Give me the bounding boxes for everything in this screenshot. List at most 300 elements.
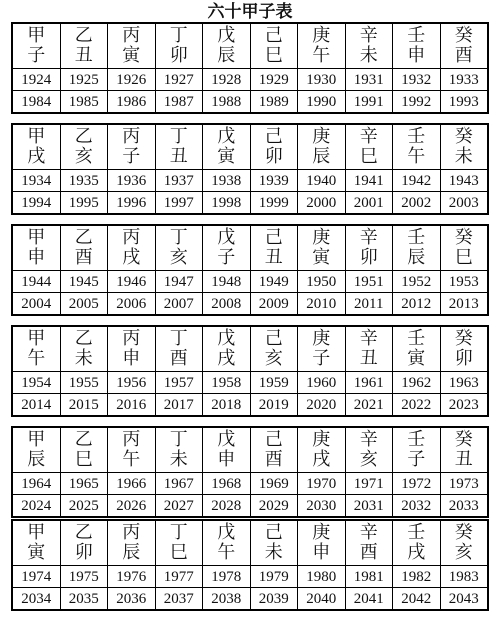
heavenly-stem: 壬 [407, 126, 426, 147]
ganzhi-row [13, 24, 487, 68]
heavenly-stem: 庚 [312, 328, 331, 349]
earthly-branch: 未 [264, 542, 283, 563]
heavenly-stem: 戊 [217, 429, 236, 450]
heavenly-stem: 甲 [27, 25, 46, 46]
year-cell: 1951 [345, 271, 393, 292]
heavenly-stem: 癸 [454, 328, 473, 349]
heavenly-stem: 戊 [217, 126, 236, 147]
ganzhi-cell [13, 24, 60, 68]
earthly-branch: 申 [27, 247, 46, 268]
heavenly-stem: 壬 [407, 429, 426, 450]
year-cell: 2006 [107, 293, 155, 314]
earthly-branch: 申 [312, 542, 331, 563]
year-cell: 1995 [60, 192, 108, 213]
earthly-branch: 丑 [74, 45, 93, 66]
year-cell: 1939 [250, 170, 298, 191]
year-cell: 1977 [155, 566, 203, 587]
ganzhi-cell [155, 24, 203, 68]
heavenly-stem: 庚 [312, 227, 331, 248]
earthly-branch: 戌 [122, 247, 141, 268]
ganzhi-cell [345, 226, 393, 270]
year-cell: 2003 [440, 192, 488, 213]
earthly-branch: 辰 [407, 247, 426, 268]
year-cell: 1989 [250, 91, 298, 112]
heavenly-stem: 丙 [122, 126, 141, 147]
year-cell: 2038 [202, 588, 250, 609]
year-cell: 2020 [297, 394, 345, 415]
ganzhi-row [13, 521, 487, 565]
year-cell: 1983 [440, 566, 488, 587]
year-cell: 2008 [202, 293, 250, 314]
earthly-branch: 午 [407, 146, 426, 167]
year-cell: 2017 [155, 394, 203, 415]
year-cell: 1931 [345, 69, 393, 90]
heavenly-stem: 丙 [122, 522, 141, 543]
ganzhi-cell [13, 327, 60, 371]
ganzhi-cell [202, 327, 250, 371]
year-cell: 2025 [60, 495, 108, 516]
year-cell: 1936 [107, 170, 155, 191]
year-cell: 2041 [345, 588, 393, 609]
year-cell: 1974 [21, 569, 52, 585]
heavenly-stem: 乙 [74, 522, 93, 543]
year-cell: 2021 [345, 394, 393, 415]
year-cell: 2032 [392, 495, 440, 516]
earthly-branch: 戌 [407, 542, 426, 563]
earthly-branch: 丑 [169, 146, 188, 167]
heavenly-stem: 丁 [169, 328, 188, 349]
year-cell: 1929 [250, 69, 298, 90]
year-cell: 1979 [250, 566, 298, 587]
heavenly-stem: 乙 [74, 25, 93, 46]
year-cell: 1950 [297, 271, 345, 292]
ganzhi-cell [107, 521, 155, 565]
year-cell: 1946 [107, 271, 155, 292]
year-cell: 1961 [345, 372, 393, 393]
ganzhi-cell [60, 226, 108, 270]
earthly-branch: 辰 [217, 45, 236, 66]
year-row [13, 587, 487, 609]
year-cell: 2022 [392, 394, 440, 415]
earthly-branch: 戌 [27, 146, 46, 167]
year-cell: 2031 [345, 495, 393, 516]
heavenly-stem: 辛 [359, 227, 378, 248]
heavenly-stem: 己 [264, 25, 283, 46]
year-cell: 1948 [202, 271, 250, 292]
earthly-branch: 未 [74, 348, 93, 369]
ganzhi-cell [297, 24, 345, 68]
year-cell: 2027 [155, 495, 203, 516]
year-cell: 2030 [297, 495, 345, 516]
ganzhi-cell [60, 428, 108, 472]
earthly-branch: 丑 [264, 247, 283, 268]
heavenly-stem: 辛 [359, 522, 378, 543]
heavenly-stem: 己 [264, 227, 283, 248]
earthly-branch: 辰 [312, 146, 331, 167]
earthly-branch: 亥 [169, 247, 188, 268]
year-cell: 2004 [21, 296, 52, 312]
earthly-branch: 酉 [454, 45, 473, 66]
year-cell: 2024 [21, 498, 52, 514]
year-cell: 1998 [202, 192, 250, 213]
heavenly-stem: 丙 [122, 227, 141, 248]
earthly-branch: 巳 [169, 542, 188, 563]
year-cell: 1927 [155, 69, 203, 90]
year-cell: 2034 [21, 591, 52, 607]
earthly-branch: 酉 [359, 542, 378, 563]
year-cell: 1976 [107, 566, 155, 587]
ganzhi-cell [392, 428, 440, 472]
year-cell: 1969 [250, 473, 298, 494]
earthly-branch: 丑 [454, 449, 473, 470]
year-cell: 2033 [440, 495, 488, 516]
heavenly-stem: 癸 [454, 429, 473, 450]
ganzhi-cell [250, 226, 298, 270]
heavenly-stem: 辛 [359, 126, 378, 147]
year-cell: 2016 [107, 394, 155, 415]
year-cell: 1954 [21, 375, 52, 391]
year-cell: 1990 [297, 91, 345, 112]
ganzhi-cell [345, 327, 393, 371]
year-cell: 2018 [202, 394, 250, 415]
year-cell: 2000 [297, 192, 345, 213]
year-cell: 1960 [297, 372, 345, 393]
ganzhi-cell [13, 226, 60, 270]
year-cell: 1928 [202, 69, 250, 90]
ganzhi-cell [392, 521, 440, 565]
earthly-branch: 寅 [217, 146, 236, 167]
earthly-branch: 寅 [27, 542, 46, 563]
year-cell: 1991 [345, 91, 393, 112]
earthly-branch: 寅 [122, 45, 141, 66]
heavenly-stem: 甲 [27, 328, 46, 349]
ganzhi-cell [440, 125, 488, 169]
earthly-branch: 卯 [359, 247, 378, 268]
year-cell: 2028 [202, 495, 250, 516]
ganzhi-cell [155, 521, 203, 565]
ganzhi-cell [60, 125, 108, 169]
year-row [13, 169, 487, 191]
earthly-branch: 卯 [454, 348, 473, 369]
year-cell: 1963 [440, 372, 488, 393]
year-row [13, 494, 487, 516]
year-cell: 2002 [392, 192, 440, 213]
ganzhi-cell [250, 521, 298, 565]
year-row [13, 191, 487, 213]
heavenly-stem: 丙 [122, 429, 141, 450]
year-cell: 1945 [60, 271, 108, 292]
year-cell: 1944 [21, 274, 52, 290]
page-title: 六十甲子表 [207, 2, 293, 22]
year-cell: 1975 [60, 566, 108, 587]
year-cell: 2029 [250, 495, 298, 516]
ganzhi-cell [440, 24, 488, 68]
ganzhi-cell [202, 24, 250, 68]
earthly-branch: 亥 [74, 146, 93, 167]
year-row [13, 270, 487, 292]
earthly-branch: 午 [312, 45, 331, 66]
ganzhi-cell [13, 428, 60, 472]
earthly-branch: 寅 [312, 247, 331, 268]
year-cell: 1941 [345, 170, 393, 191]
table-block [11, 426, 489, 518]
ganzhi-row [13, 327, 487, 371]
heavenly-stem: 丁 [169, 126, 188, 147]
year-cell: 1957 [155, 372, 203, 393]
year-cell: 2019 [250, 394, 298, 415]
earthly-branch: 酉 [169, 348, 188, 369]
earthly-branch: 巳 [74, 449, 93, 470]
heavenly-stem: 甲 [27, 429, 46, 450]
year-cell: 1947 [155, 271, 203, 292]
heavenly-stem: 丁 [169, 522, 188, 543]
earthly-branch: 申 [217, 449, 236, 470]
ganzhi-cell [440, 327, 488, 371]
earthly-branch: 未 [169, 449, 188, 470]
earthly-branch: 午 [217, 542, 236, 563]
year-cell: 1942 [392, 170, 440, 191]
earthly-branch: 午 [27, 348, 46, 369]
earthly-branch: 寅 [407, 348, 426, 369]
ganzhi-cell [250, 24, 298, 68]
year-cell: 2039 [250, 588, 298, 609]
ganzhi-cell [297, 226, 345, 270]
earthly-branch: 子 [27, 45, 46, 66]
ganzhi-cell [202, 125, 250, 169]
earthly-branch: 卯 [264, 146, 283, 167]
earthly-branch: 未 [359, 45, 378, 66]
heavenly-stem: 己 [264, 522, 283, 543]
year-cell: 2014 [21, 397, 52, 413]
table-block [11, 22, 489, 114]
ganzhi-cell [13, 125, 60, 169]
year-cell: 1981 [345, 566, 393, 587]
earthly-branch: 卯 [74, 542, 93, 563]
ganzhi-row [13, 226, 487, 270]
heavenly-stem: 壬 [407, 25, 426, 46]
earthly-branch: 亥 [359, 449, 378, 470]
heavenly-stem: 丁 [169, 227, 188, 248]
ganzhi-cell [392, 327, 440, 371]
earthly-branch: 巳 [454, 247, 473, 268]
ganzhi-cell [297, 521, 345, 565]
earthly-branch: 巳 [264, 45, 283, 66]
ganzhi-cell [440, 428, 488, 472]
ganzhi-cell [202, 226, 250, 270]
ganzhi-cell [250, 125, 298, 169]
heavenly-stem: 甲 [27, 227, 46, 248]
year-cell: 1952 [392, 271, 440, 292]
year-cell: 1964 [21, 476, 52, 492]
year-cell: 1971 [345, 473, 393, 494]
year-row [13, 472, 487, 494]
year-cell: 1943 [440, 170, 488, 191]
year-cell: 1958 [202, 372, 250, 393]
ganzhi-cell [107, 226, 155, 270]
heavenly-stem: 甲 [27, 522, 46, 543]
earthly-branch: 亥 [454, 542, 473, 563]
ganzhi-cell [155, 125, 203, 169]
earthly-branch: 卯 [169, 45, 188, 66]
heavenly-stem: 壬 [407, 328, 426, 349]
earthly-branch: 巳 [359, 146, 378, 167]
year-cell: 2042 [392, 588, 440, 609]
heavenly-stem: 甲 [27, 126, 46, 147]
heavenly-stem: 戊 [217, 227, 236, 248]
earthly-branch: 辰 [122, 542, 141, 563]
year-cell: 1993 [440, 91, 488, 112]
heavenly-stem: 庚 [312, 429, 331, 450]
heavenly-stem: 庚 [312, 25, 331, 46]
heavenly-stem: 己 [264, 126, 283, 147]
year-cell: 1933 [440, 69, 488, 90]
earthly-branch: 戌 [312, 449, 331, 470]
earthly-branch: 子 [407, 449, 426, 470]
year-cell: 2005 [60, 293, 108, 314]
ganzhi-cell [392, 125, 440, 169]
ganzhi-cell [107, 327, 155, 371]
ganzhi-row [13, 428, 487, 472]
ganzhi-cell [155, 428, 203, 472]
year-cell: 1996 [107, 192, 155, 213]
heavenly-stem: 戊 [217, 25, 236, 46]
ganzhi-cell [297, 327, 345, 371]
ganzhi-cell [345, 24, 393, 68]
ganzhi-cell [297, 125, 345, 169]
year-cell: 2001 [345, 192, 393, 213]
ganzhi-cell [60, 24, 108, 68]
ganzhi-row [13, 125, 487, 169]
earthly-branch: 子 [217, 247, 236, 268]
year-cell: 2010 [297, 293, 345, 314]
table-block [11, 519, 489, 611]
ganzhi-cell [250, 327, 298, 371]
year-cell: 1994 [21, 195, 52, 211]
earthly-branch: 申 [407, 45, 426, 66]
earthly-branch: 辰 [27, 449, 46, 470]
year-cell: 2011 [345, 293, 393, 314]
earthly-branch: 戌 [217, 348, 236, 369]
year-cell: 2012 [392, 293, 440, 314]
year-cell: 1988 [202, 91, 250, 112]
heavenly-stem: 辛 [359, 328, 378, 349]
earthly-branch: 未 [454, 146, 473, 167]
ganzhi-cell [250, 428, 298, 472]
heavenly-stem: 丁 [169, 25, 188, 46]
heavenly-stem: 庚 [312, 522, 331, 543]
year-row [13, 565, 487, 587]
year-row [13, 292, 487, 314]
heavenly-stem: 癸 [454, 522, 473, 543]
year-cell: 1992 [392, 91, 440, 112]
ganzhi-cell [155, 327, 203, 371]
ganzhi-cell [155, 226, 203, 270]
year-cell: 1926 [107, 69, 155, 90]
heavenly-stem: 壬 [407, 522, 426, 543]
heavenly-stem: 戊 [217, 328, 236, 349]
ganzhi-cell [440, 226, 488, 270]
year-cell: 2009 [250, 293, 298, 314]
year-cell: 1937 [155, 170, 203, 191]
year-cell: 2007 [155, 293, 203, 314]
ganzhi-cell [107, 125, 155, 169]
year-cell: 1999 [250, 192, 298, 213]
year-cell: 1980 [297, 566, 345, 587]
heavenly-stem: 己 [264, 429, 283, 450]
year-row [13, 90, 487, 112]
table-block [11, 325, 489, 417]
year-cell: 2040 [297, 588, 345, 609]
ganzhi-cell [345, 521, 393, 565]
ganzhi-cell [392, 226, 440, 270]
year-cell: 1932 [392, 69, 440, 90]
year-cell: 2013 [440, 293, 488, 314]
year-cell: 1924 [21, 72, 52, 88]
heavenly-stem: 戊 [217, 522, 236, 543]
year-cell: 1962 [392, 372, 440, 393]
earthly-branch: 丑 [359, 348, 378, 369]
year-cell: 1978 [202, 566, 250, 587]
year-cell: 1968 [202, 473, 250, 494]
year-cell: 2036 [107, 588, 155, 609]
table-block [11, 123, 489, 215]
year-cell: 1965 [60, 473, 108, 494]
heavenly-stem: 癸 [454, 25, 473, 46]
earthly-branch: 子 [312, 348, 331, 369]
year-row [13, 371, 487, 393]
heavenly-stem: 癸 [454, 126, 473, 147]
heavenly-stem: 癸 [454, 227, 473, 248]
year-cell: 1970 [297, 473, 345, 494]
ganzhi-cell [107, 24, 155, 68]
ganzhi-cell [202, 521, 250, 565]
year-cell: 1972 [392, 473, 440, 494]
earthly-branch: 子 [122, 146, 141, 167]
year-cell: 2037 [155, 588, 203, 609]
ganzhi-cell [202, 428, 250, 472]
heavenly-stem: 庚 [312, 126, 331, 147]
year-cell: 2015 [60, 394, 108, 415]
ganzhi-cell [107, 428, 155, 472]
year-cell: 1925 [60, 69, 108, 90]
year-cell: 1982 [392, 566, 440, 587]
earthly-branch: 酉 [74, 247, 93, 268]
year-cell: 1966 [107, 473, 155, 494]
heavenly-stem: 丙 [122, 328, 141, 349]
heavenly-stem: 乙 [74, 328, 93, 349]
year-cell: 1985 [60, 91, 108, 112]
heavenly-stem: 己 [264, 328, 283, 349]
earthly-branch: 酉 [264, 449, 283, 470]
year-cell: 1940 [297, 170, 345, 191]
year-cell: 1953 [440, 271, 488, 292]
ganzhi-cell [345, 428, 393, 472]
year-cell: 1949 [250, 271, 298, 292]
year-cell: 2023 [440, 394, 488, 415]
heavenly-stem: 乙 [74, 429, 93, 450]
heavenly-stem: 丙 [122, 25, 141, 46]
heavenly-stem: 乙 [74, 126, 93, 147]
year-cell: 1935 [60, 170, 108, 191]
year-cell: 1959 [250, 372, 298, 393]
heavenly-stem: 辛 [359, 25, 378, 46]
heavenly-stem: 丁 [169, 429, 188, 450]
ganzhi-cell [297, 428, 345, 472]
year-cell: 1973 [440, 473, 488, 494]
ganzhi-cell [440, 521, 488, 565]
year-cell: 2043 [440, 588, 488, 609]
earthly-branch: 亥 [264, 348, 283, 369]
